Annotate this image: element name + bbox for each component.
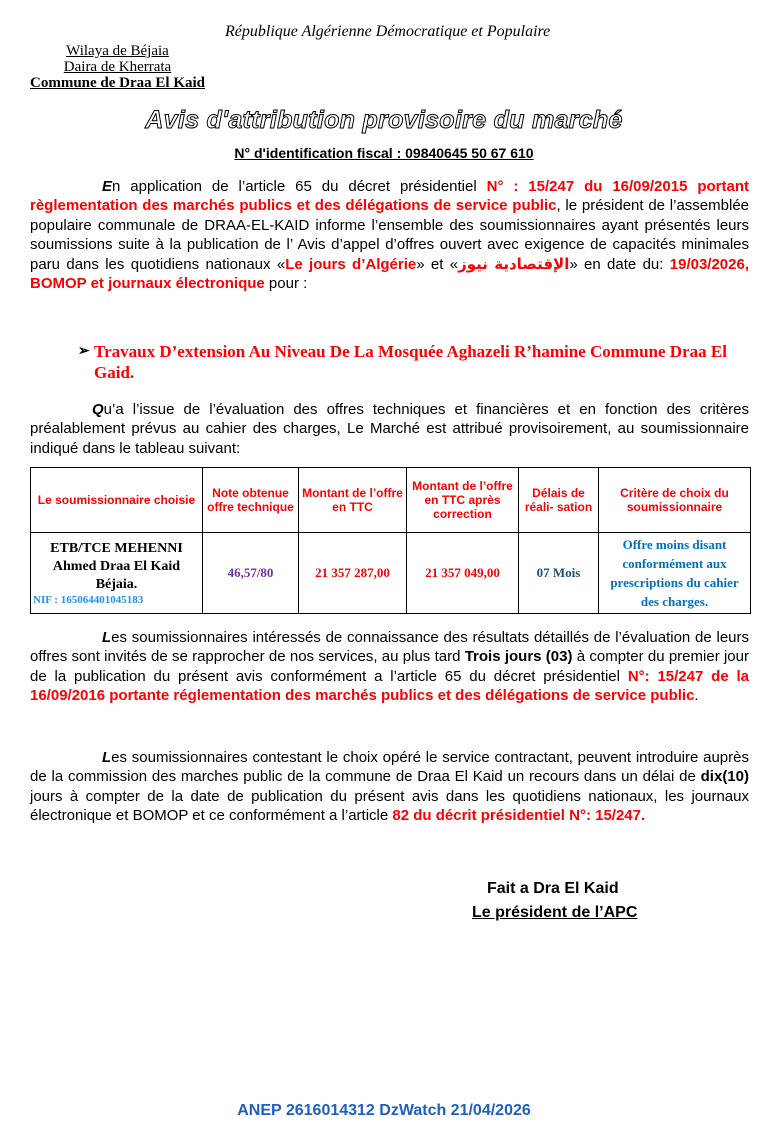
signature-place: Fait a Dra El Kaid: [487, 880, 619, 897]
table-row: [31, 533, 751, 614]
text: es soumissionnaires contestant le choix opéré le service contractant, peuvent introduire auprès de la commission des marches public de la commune de Draa El Kaid un recours dans un délai de: [30, 749, 749, 786]
header-bidder: Le soumissionnaire choisie: [31, 468, 203, 533]
paragraph-evaluation: [30, 400, 749, 458]
project-bullet: [80, 341, 750, 383]
cell-delay: 07 Mois: [519, 533, 599, 614]
results-table: [30, 467, 751, 614]
project-title: Travaux D’extension Au Niveau De La Mosquée Aghazeli R’hamine Commune Draa El Gaid.: [94, 342, 727, 382]
cell-criteria: Offre moins disant conformément aux prescriptions du cahier des charges.: [599, 533, 751, 614]
cell-amount: 21 357 287,00: [299, 533, 407, 614]
appeal-deadline: dix(10): [700, 768, 749, 786]
text: .: [694, 687, 699, 705]
header-criteria: Critère de choix du soumissionnaire: [599, 468, 751, 533]
drop-letter: E: [102, 178, 113, 195]
deadline: Trois jours (03): [464, 648, 573, 666]
text: jours à compter de la date de publication du présent avis dans les quotidiens nationaux, les journaux électronique et BOMOP et ce conformément a l’article: [30, 787, 749, 825]
cell-bidder: [31, 533, 203, 614]
admin-block: [30, 43, 205, 91]
bidder-name-2: Ahmed Draa El Kaid: [52, 559, 181, 574]
text: pour :: [264, 275, 308, 293]
arrow-icon: ➢: [78, 344, 90, 359]
paragraph-application: [30, 177, 749, 293]
text: » et «: [416, 255, 459, 273]
publication-date: 19/03/2026, BOMOP et journaux électronique: [30, 255, 750, 293]
drop-letter: Q: [92, 401, 104, 418]
text: à compter du premier jour de la publication du présent avis conformément a l’article 65 du décret présidentiel: [30, 648, 749, 685]
bidder-nif: NIF : 165064401045183: [33, 594, 144, 606]
text: , le président de l’assemblée populaire communale de DRAA-EL-KAID informe l’ensemble des soumissionnaires ayant présentés leurs soumissions suite à la publication de l’ Avis d’appel d’offres ouvert avec exigence de capacités minimales paru dans les quotidiens nationaux «: [30, 197, 749, 273]
bidder-name-3: Béjaia.: [95, 577, 138, 592]
newspaper-name-arabic: الإقتصادية نيوز: [458, 255, 570, 273]
signature-title: Le président de l’APC: [472, 904, 638, 921]
decree-reference: N° : 15/247 du 16/09/2015 portant règlementation des marchés publics et des délégations de service public: [30, 178, 749, 215]
decree-reference: N°: 15/247 de la 16/09/2016 portante réglementation des marchés publics et des délégations de service public: [30, 667, 749, 705]
decree-reference: 82 du décrit présidentiel N°: 15/247.: [392, 807, 646, 825]
fiscal-id: N° d'identification fiscal : 09840645 50 67 610: [234, 145, 534, 161]
header-score: Note obtenue offre technique: [203, 468, 299, 533]
text: n application de l’article 65 du décret présidentiel: [112, 178, 487, 195]
header-delay: Délais de réali- sation: [519, 468, 599, 533]
footer-reference: ANEP 2616014312 DzWatch 21/04/2026: [237, 1102, 531, 1119]
drop-letter: L: [102, 629, 112, 646]
paragraph-results: [30, 628, 749, 706]
cell-score: 46,57/80: [203, 533, 299, 614]
bidder-name-1: ETB/TCE MEHENNI: [50, 541, 183, 556]
drop-letter: L: [102, 749, 112, 766]
header-amount-corrected: Montant de l’offre en TTC après correction: [407, 468, 519, 533]
commune-label: Commune de Draa El Kaid: [30, 75, 206, 91]
header-amount: Montant de l’offre en TTC: [299, 468, 407, 533]
republic-header: République Algérienne Démocratique et Populaire: [225, 23, 551, 40]
table-header-row: [31, 468, 751, 533]
paragraph-appeal: [30, 748, 749, 826]
wilaya-label: Wilaya de Béjaia: [66, 43, 169, 59]
page-title: Avis d'attribution provisoire du marché: [145, 106, 623, 134]
text: es soumissionnaires intéressés de connaissance des résultats détaillés de l’évaluation de leurs offres sont invités de se rapprocher de nos services, au plus tard: [30, 629, 749, 666]
text: » en date du:: [569, 255, 670, 273]
daira-label: Daira de Kherrata: [63, 59, 172, 75]
cell-amount-corrected: 21 357 049,00: [407, 533, 519, 614]
text: u’a l’issue de l’évaluation des offres techniques et financières et en fonction des critères préalablement prévus au cahier des charges, Le Marché est attribué provisoirement, au soumissionnaire indiqué dans le tableau suivant:: [30, 401, 749, 457]
newspaper-name: Le jours d’Algérie: [285, 255, 417, 273]
